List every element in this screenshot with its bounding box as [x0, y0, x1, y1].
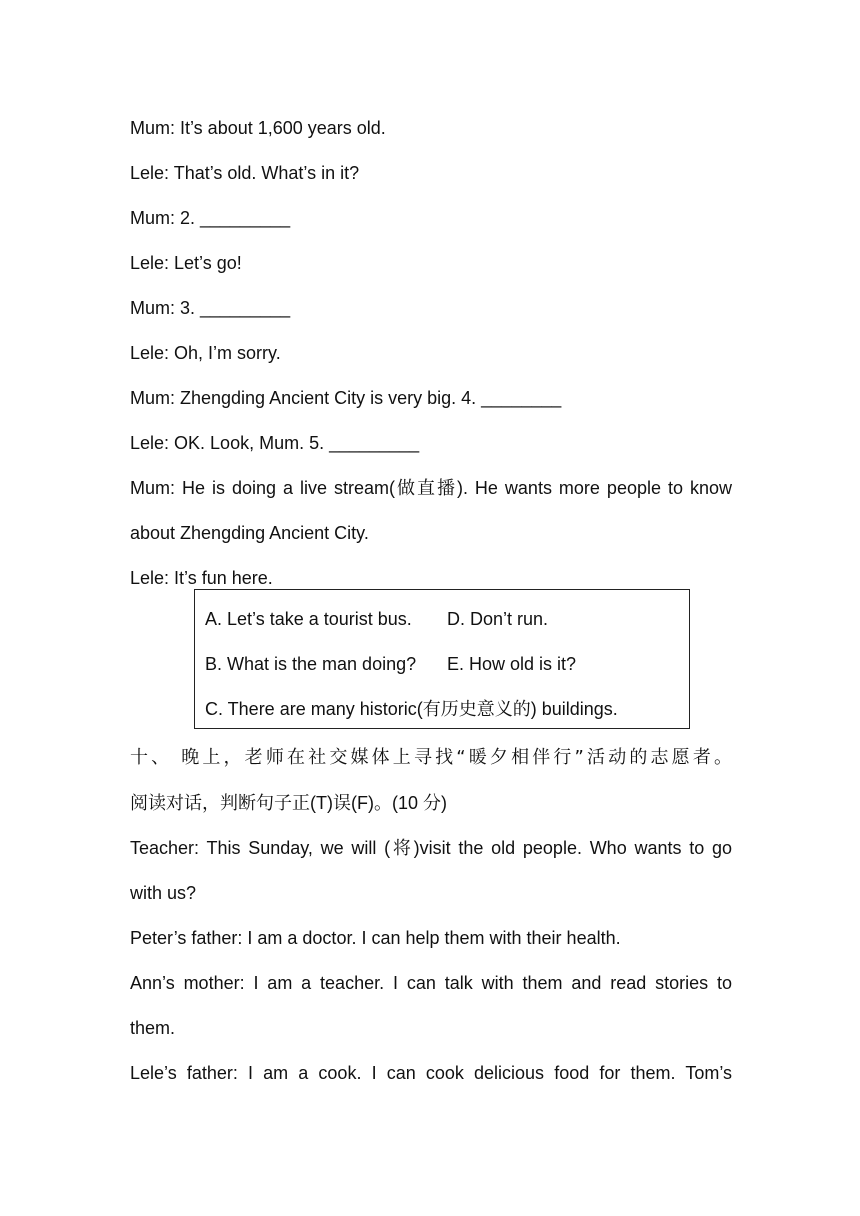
dialogue-line-4: Lele: Let’s go! — [130, 253, 242, 273]
dialogue-line-9: Mum: He is doing a live stream(做直播). He wants more people to know — [130, 478, 732, 498]
dialogue2-line-4: Ann’s mother: I am a teacher. I can talk with them and read stories to — [130, 973, 732, 993]
dialogue-line-11: Lele: It’s fun here. — [130, 568, 273, 588]
dialogue-line-3: Mum: 2. _________ — [130, 208, 291, 228]
option-c: C. There are many historic(有历史意义的) buildings. — [205, 699, 618, 719]
dialogue2-line-1: Teacher: This Sunday, we will (将)visit the old people. Who wants to go — [130, 838, 732, 858]
section-10-instruction: 阅读对话，判断句子正(T)误(F)。(10 分) — [130, 793, 447, 813]
dialogue2-line-5: them. — [130, 1018, 176, 1038]
dialogue-line-2: Lele: That’s old. What’s in it? — [130, 163, 360, 183]
option-b: B. What is the man doing? — [205, 654, 417, 674]
dialogue2-line-3: Peter’s father: I am a doctor. I can help them with their health. — [130, 928, 621, 948]
dialogue-line-10: about Zhengding Ancient City. — [130, 523, 369, 543]
dialogue2-line-2: with us? — [130, 883, 197, 903]
dialogue-line-5: Mum: 3. _________ — [130, 298, 291, 318]
dialogue-line-1: Mum: It’s about 1,600 years old. — [130, 118, 386, 138]
option-e: E. How old is it? — [447, 654, 577, 674]
section-10-heading: 十、 晚上，老师在社交媒体上寻找“暖夕相伴行”活动的志愿者。 — [130, 747, 732, 768]
dialogue-line-6: Lele: Oh, I’m sorry. — [130, 343, 281, 363]
option-d: D. Don’t run. — [447, 609, 549, 629]
answer-options-box — [194, 589, 690, 729]
option-a: A. Let’s take a tourist bus. — [205, 609, 412, 629]
dialogue-line-8: Lele: OK. Look, Mum. 5. _________ — [130, 433, 420, 453]
dialogue2-line-6: Lele’s father: I am a cook. I can cook delicious food for them. Tom’s — [130, 1063, 732, 1083]
dialogue-line-7: Mum: Zhengding Ancient City is very big. 4. ________ — [130, 388, 562, 408]
